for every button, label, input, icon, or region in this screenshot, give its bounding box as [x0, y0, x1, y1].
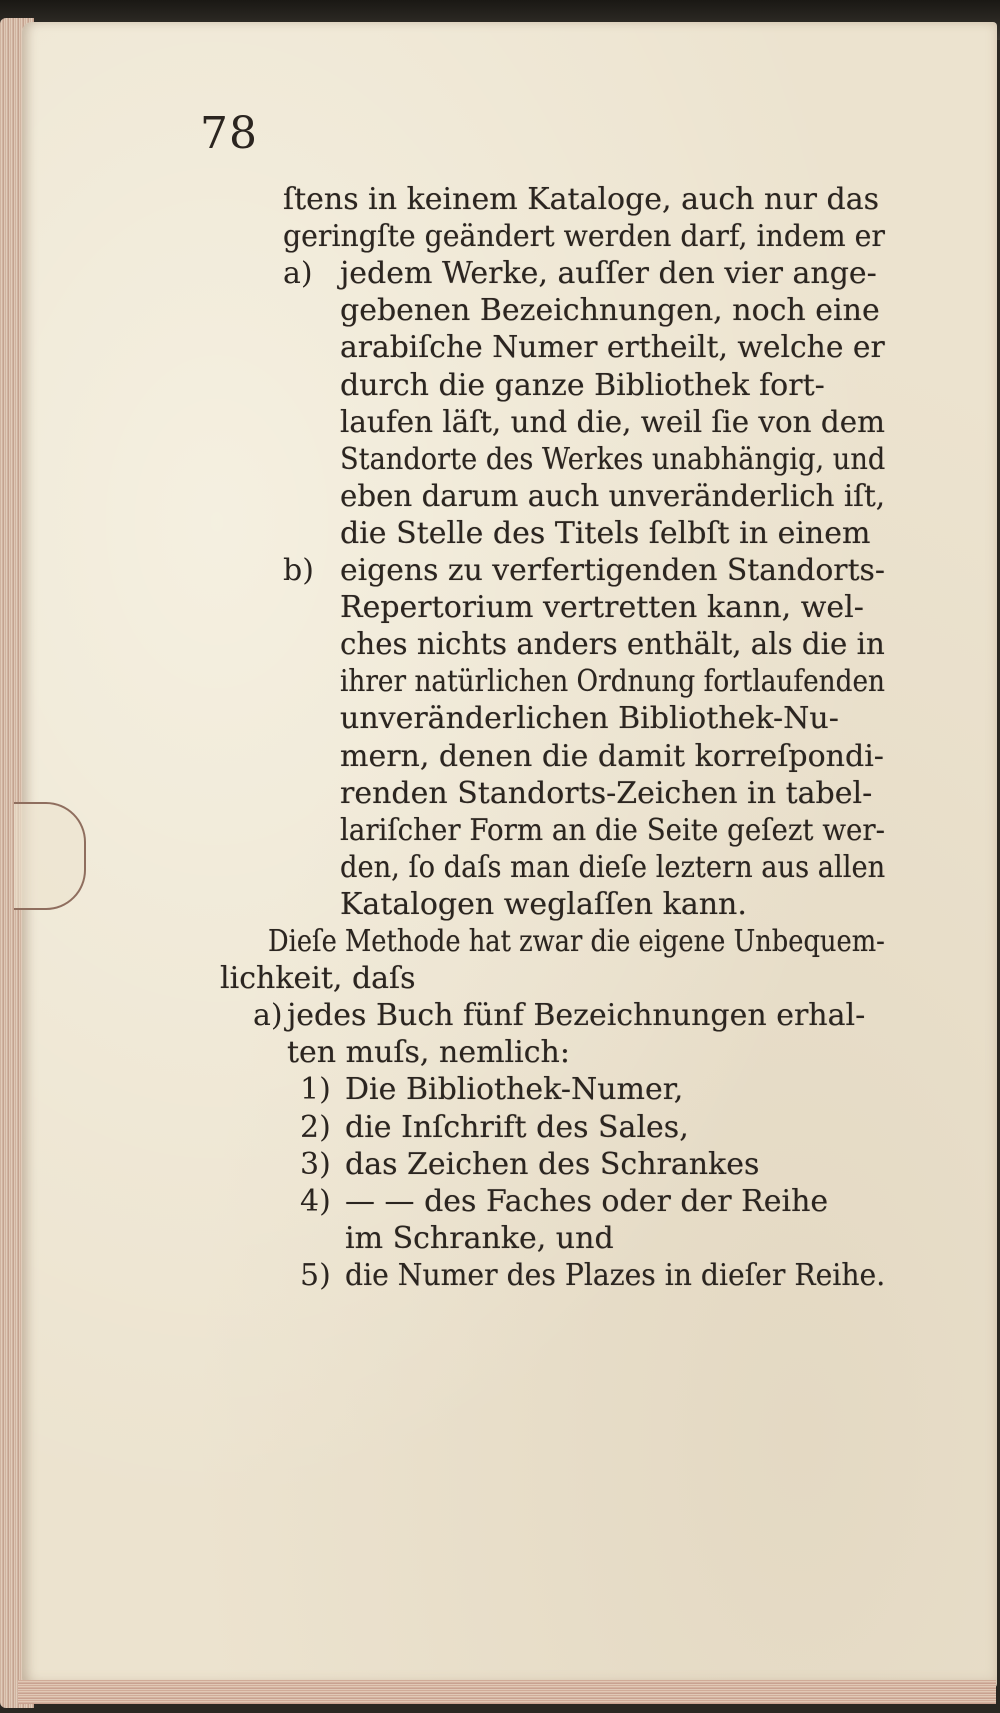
list-marker: 5) [300, 1258, 331, 1293]
page-tab-marker [14, 802, 86, 910]
text-line: Repertorium vertretten kann, wel- [340, 590, 864, 625]
text-line: renden Standorts-Zeichen in tabel- [340, 776, 873, 811]
text-line: mern, denen die damit korreſpondi- [340, 739, 884, 774]
text-line: Standorte des Werkes unabhängig, und [340, 442, 886, 477]
list-marker: b) [283, 553, 314, 588]
text-line: lariſcher Form an die Seite geſezt wer- [340, 813, 885, 848]
text-line: eben darum auch unveränderlich iſt, [340, 479, 886, 514]
text-line: jedem Werke, auſſer den vier ange- [340, 256, 877, 291]
text-line: laufen läſt, und die, weil ſie von dem [340, 405, 885, 440]
text-line: die Numer des Plazes in dieſer Reihe. [345, 1258, 886, 1293]
list-marker: a) [283, 256, 313, 291]
text-line: ches nichts anders enthält, als die in [340, 627, 885, 662]
list-marker: 3) [300, 1147, 331, 1182]
text-line: Dieſe Methode hat zwar die eigene Unbequem- [268, 924, 885, 959]
text-line: das Zeichen des Schrankes [345, 1147, 760, 1182]
text-line: im Schranke, und [345, 1221, 614, 1256]
list-marker: 1) [300, 1072, 331, 1107]
page-bottom-edge [18, 1680, 996, 1704]
text-line: arabiſche Numer ertheilt, welche er [340, 330, 885, 365]
text-line: Katalogen weglaſſen kann. [340, 887, 747, 922]
text-line: ſtens in keinem Kataloge, auch nur das [283, 182, 880, 217]
text-line: ihrer natürlichen Ordnung fortlaufenden [340, 664, 885, 699]
text-line: jedes Buch fünf Bezeichnungen erhal- [287, 998, 866, 1033]
text-line: durch die ganze Bibliothek fort- [340, 368, 825, 403]
text-line: gebenen Bezeichnungen, noch eine [340, 293, 880, 328]
text-line: die Inſchrift des Sales, [345, 1110, 689, 1145]
text-line: ten muſs, nemlich: [287, 1035, 570, 1070]
text-line: eigens zu verfertigenden Standorts- [340, 553, 885, 588]
text-line: lichkeit, daſs [220, 961, 416, 996]
page-number: 78 [200, 108, 258, 159]
text-line: Die Bibliothek-Numer, [345, 1072, 684, 1107]
text-line: die Stelle des Titels ſelbſt in einem [340, 516, 871, 551]
list-marker: a) [253, 998, 283, 1033]
text-line: geringſte geändert werden darf, indem er [283, 219, 885, 254]
text-line: — — des Faches oder der Reihe [345, 1184, 829, 1219]
list-marker: 4) [300, 1184, 331, 1219]
list-marker: 2) [300, 1110, 331, 1145]
text-line: den, ſo daſs man dieſe leztern aus allen [340, 850, 886, 885]
text-line: unveränderlichen Bibliothek-Nu- [340, 701, 839, 736]
